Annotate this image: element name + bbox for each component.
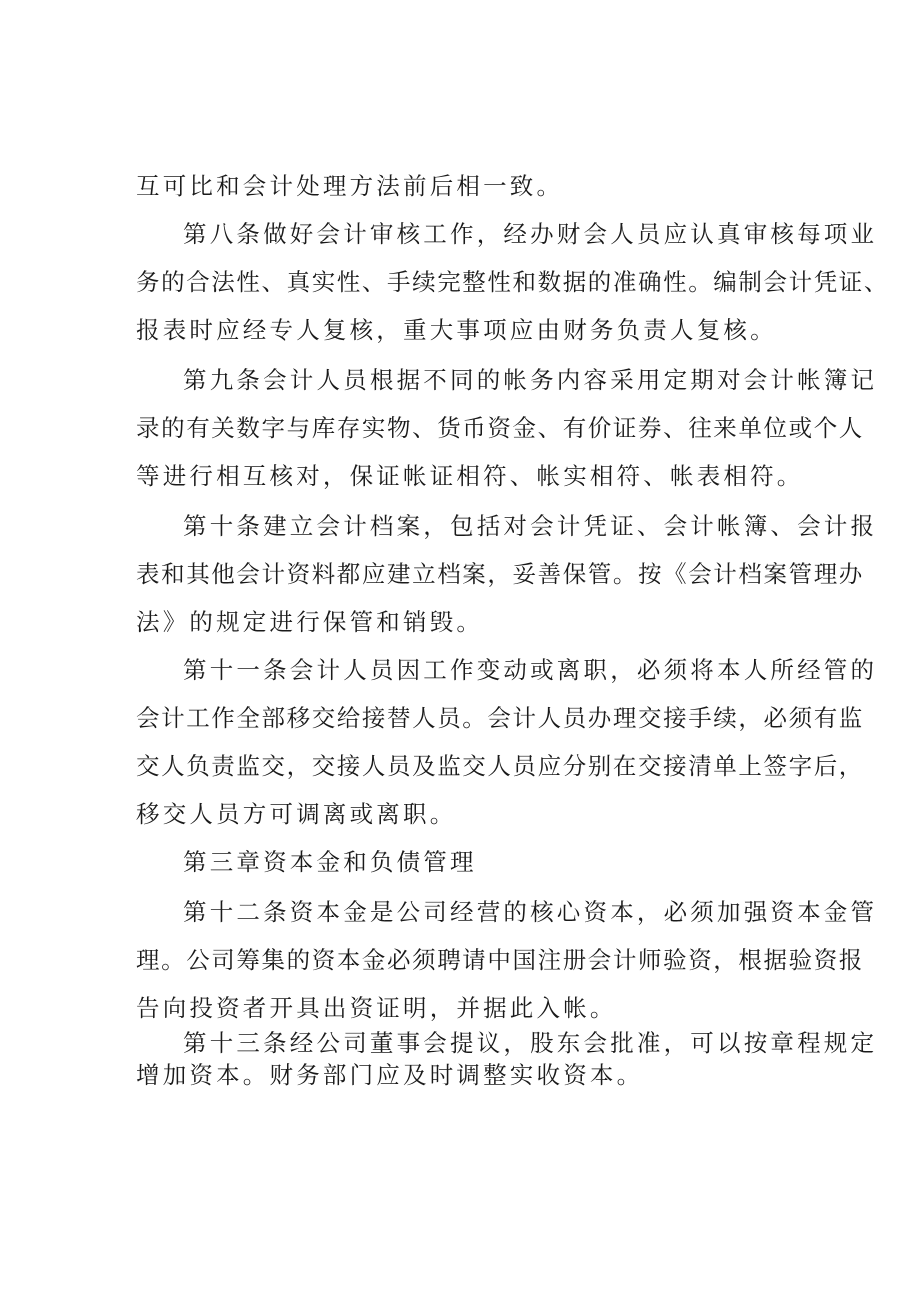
article-11-line-3: 交人负责监交，交接人员及监交人员应分别在交接清单上签字后，	[136, 752, 864, 780]
article-13-line-2: 增加资本。财务部门应及时调整实收资本。	[136, 1061, 644, 1089]
article-13-line-1: 第十三条经公司董事会提议，股东会批准，可以按章程规定	[183, 1029, 878, 1057]
article-12-line-3: 告向投资者开具出资证明，并据此入帐。	[136, 994, 617, 1022]
article-11-line-1: 第十一条会计人员因工作变动或离职，必须将本人所经管的	[183, 656, 878, 684]
article-9-line-2: 录的有关数字与库存实物、货币资金、有价证券、往来单位或个人	[136, 414, 864, 442]
article-11-line-4: 移交人员方可调离或离职。	[136, 800, 457, 828]
article-10-line-3: 法》的规定进行保管和销毁。	[136, 608, 484, 636]
article-10-line-2: 表和其他会计资料都应建立档案，妥善保管。按《会计档案管理办	[136, 560, 864, 588]
article-12-line-1: 第十二条资本金是公司经营的核心资本，必须加强资本金管	[183, 898, 878, 926]
article-8-line-1: 第八条做好会计审核工作，经办财会人员应认真审核每项业	[183, 220, 878, 248]
chapter-heading: 第三章资本金和负债管理	[183, 848, 477, 876]
article-8-line-3: 报表时应经专人复核，重大事项应由财务负责人复核。	[136, 316, 777, 344]
article-9-line-3: 等进行相互核对，保证帐证相符、帐实相符、帐表相符。	[136, 462, 804, 490]
paragraph-line: 互可比和会计处理方法前后相一致。	[136, 172, 564, 200]
article-9-line-1: 第九条会计人员根据不同的帐务内容采用定期对会计帐簿记	[183, 366, 878, 394]
article-8-line-2: 务的合法性、真实性、手续完整性和数据的准确性。编制会计凭证、	[136, 268, 889, 296]
article-10-line-1: 第十条建立会计档案，包括对会计凭证、会计帐簿、会计报	[183, 512, 878, 540]
article-11-line-2: 会计工作全部移交给接替人员。会计人员办理交接手续，必须有监	[136, 704, 864, 732]
article-12-line-2: 理。公司筹集的资本金必须聘请中国注册会计师验资，根据验资报	[136, 946, 864, 974]
